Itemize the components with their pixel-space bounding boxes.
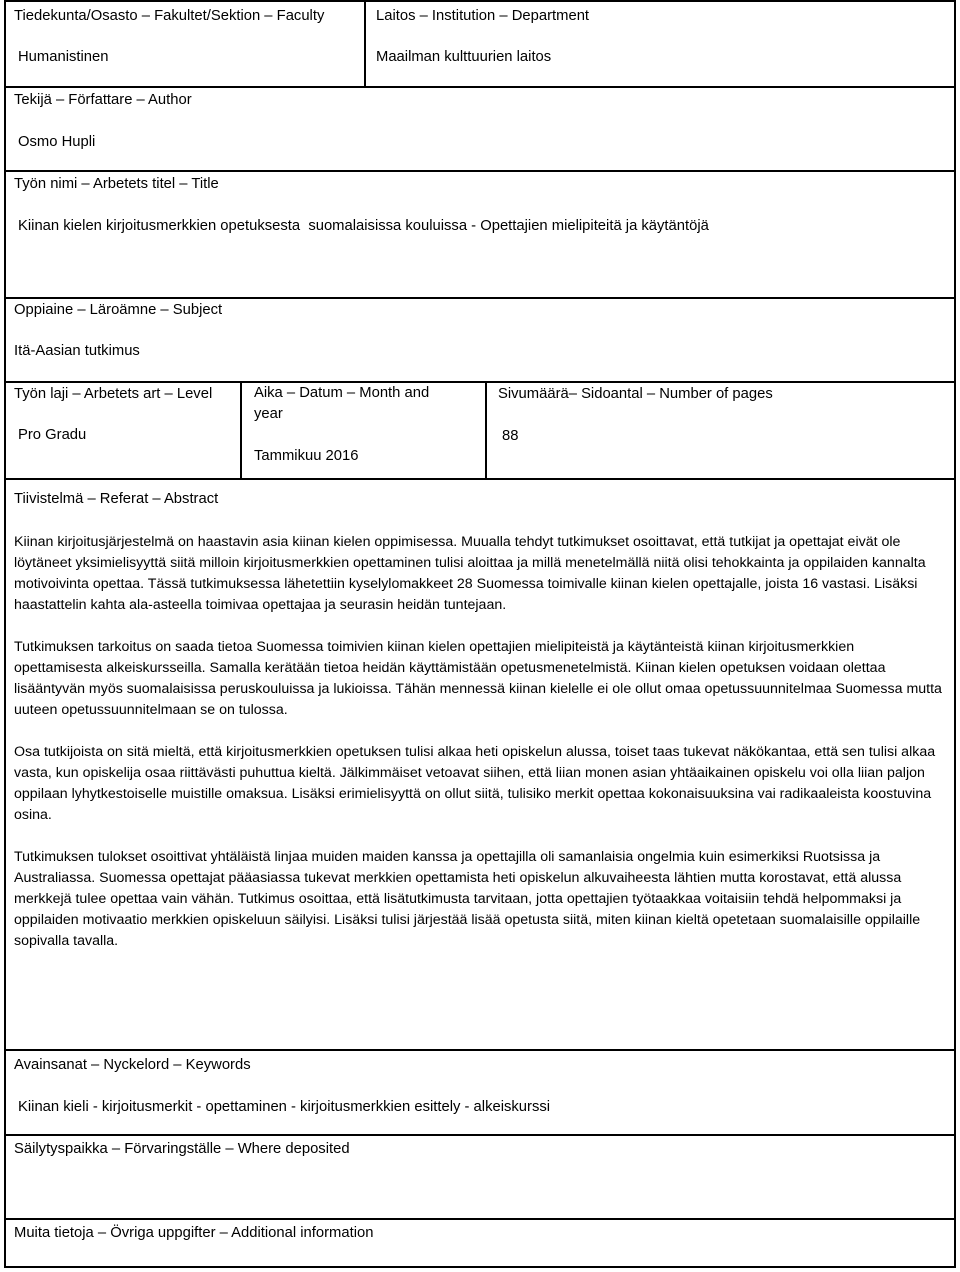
- row-divider: [4, 170, 956, 172]
- pages-value: 88: [502, 428, 519, 444]
- title-label: Työn nimi – Arbetets titel – Title: [14, 176, 219, 192]
- pages-label: Sivumäärä– Sidoantal – Number of pages: [498, 386, 773, 402]
- deposited-label: Säilytyspaikka – Förvaringställe – Where deposited: [14, 1141, 350, 1157]
- keywords-label: Avainsanat – Nyckelord – Keywords: [14, 1057, 251, 1073]
- row-divider: [4, 381, 956, 383]
- row-divider: [4, 1218, 956, 1220]
- column-divider: [364, 0, 366, 87]
- abstract-paragraph: Osa tutkijoista on sitä mieltä, että kirjoitusmerkkien opetuksen tulisi alkaa heti opiskelun alussa, toiset taas tukevat näkökantaa, että sen tulisi alkaa vasta, kun opiskelija osaa riittävästi puhuttua kieltä. Jälkimmäiset vetoavat siihen, että liian monen asian yhtäaikainen opiskelu voi olla liian paljon oppilaan lyhytkestoiselle muistille omaksua. Lisäksi erimielisyyttä on ollut siitä, tulisiko merkit opettaa kokonaisuuksina vai radikaaleista koostuvina osina.: [14, 744, 936, 823]
- abstract-body: [14, 532, 944, 973]
- department-label: Laitos – Institution – Department: [376, 8, 590, 24]
- row-divider: [4, 86, 956, 88]
- title-value: Kiinan kielen kirjoitusmerkkien opetuksesta suomalaisissa kouluissa - Opettajien mielipiteitä ja käytäntöjä: [18, 218, 709, 234]
- row-divider: [4, 297, 956, 299]
- abstract-label: Tiivistelmä – Referat – Abstract: [14, 491, 219, 507]
- keywords-value: Kiinan kieli - kirjoitusmerkit - opettaminen - kirjoitusmerkkien esittely - alkeiskurssi: [18, 1099, 551, 1115]
- level-value: Pro Gradu: [18, 427, 87, 443]
- subject-label: Oppiaine – Läroämne – Subject: [14, 302, 223, 318]
- column-divider: [240, 381, 242, 479]
- row-divider: [4, 478, 956, 480]
- department-value: Maailman kulttuurien laitos: [376, 49, 552, 65]
- author-label: Tekijä – Författare – Author: [14, 92, 192, 108]
- faculty-value: Humanistinen: [18, 49, 109, 65]
- abstract-paragraph: Tutkimuksen tarkoitus on saada tietoa Suomessa toimivien kiinan kielen opettajien mielipiteistä ja käytänteistä kiinan kirjoitusmerkkien opettamisesta alkeiskursseilla. Samalla kerätään tietoa heidän käyttämistään opetusmenetelmistä. Kiinan kielen opetuksen voidaan olettaa lisääntyvän myös suomalaisissa peruskouluissa ja lukioissa. Tähän mennessä kiinan kielelle ei ole ollut omaa opetussuunnitelmaa Suomessa mutta uuteen opetussuunnitelmaan se on tulossa.: [14, 639, 942, 718]
- author-value: Osmo Hupli: [18, 134, 96, 150]
- row-divider: [4, 1134, 956, 1136]
- level-label: Työn laji – Arbetets art – Level: [14, 386, 213, 402]
- row-divider: [4, 1049, 956, 1051]
- column-divider: [485, 381, 487, 479]
- date-value: Tammikuu 2016: [254, 448, 359, 464]
- abstract-paragraph: Kiinan kirjoitusjärjestelmä on haastavin asia kiinan kielen oppimisessa. Muualla tehdyt tutkimukset osoittavat, että tutkijat ja opettajat eivät ole löytäneet yksimielisyyttä siitä milloin kirjoitusmerkkien opettaminen tulisi aloittaa ja millä menetelmällä niitä olisi tehokkainta ja oppilaiden kannalta motivoivinta opettaa. Tässä tutkimuksessa lähetettiin kyselylomakkeet 28 Suomessa toimivalle kiinan kielen opettajalle, joista 16 vastasi. Lisäksi haastattelin kahta ala-asteella toimivaa opettajaa ja seurasin heidän tuntejaan.: [14, 534, 926, 613]
- date-label: Aika – Datum – Month and year: [254, 385, 430, 422]
- additional-info-label: Muita tietoja – Övriga uppgifter – Additional information: [14, 1225, 374, 1241]
- faculty-label: Tiedekunta/Osasto – Fakultet/Sektion – Faculty: [14, 8, 325, 24]
- subject-value: Itä-Aasian tutkimus: [14, 343, 140, 359]
- abstract-paragraph: Tutkimuksen tulokset osoittivat yhtäläistä linjaa muiden maiden kanssa ja opettajilla oli samanlaisia ongelmia kuin esimerkiksi Ruotsissa ja Australiassa. Suomessa opettajat pääasiassa tukevat merkkien opettamista heti opiskelun alkuvaiheesta lähtien mutta korostavat, että alussa merkkejä tulee opettaa vain vähän. Tutkimus osoittaa, että lisätutkimusta tarvitaan, jotta opettajien työtaakkaa voitaisiin tehdä helpommaksi ja oppilaiden motivaatio merkkien opiskeluun säilyisi. Lisäksi tulisi järjestää lisää opetusta siitä, miten kiinan kieltä opetetaan suomalaisille oppilaille sopivalla tavalla.: [14, 849, 921, 949]
